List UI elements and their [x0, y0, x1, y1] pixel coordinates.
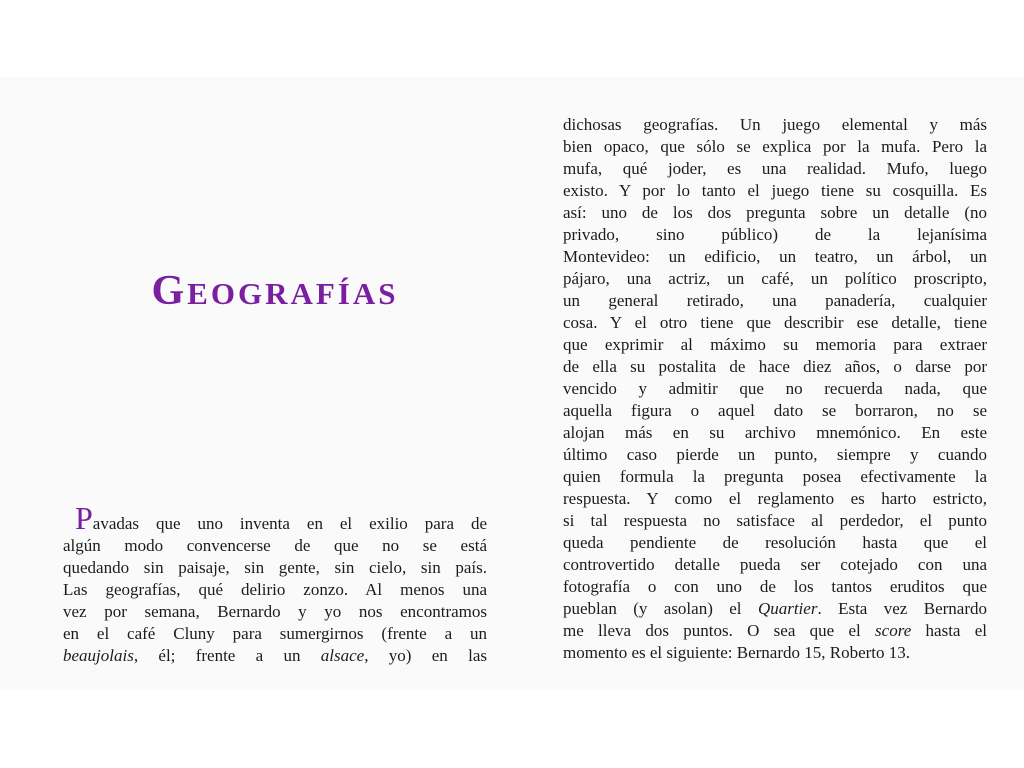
text-line: pueblan (y asolan) el Quartier. Esta vez Bernardo — [563, 599, 987, 618]
text-line: de ella su postalita de hace diez años, o darse por — [563, 357, 987, 376]
text-line: en el café Cluny para sumergirnos (frente a un — [63, 624, 487, 643]
text-line: respuesta. Y como el reglamento es harto estricto, — [563, 489, 987, 508]
text-line: alojan más en su archivo mnemónico. En este — [563, 423, 987, 442]
text-line: vez por semana, Bernardo y yo nos encontramos — [63, 602, 487, 621]
right-page-text — [563, 114, 987, 664]
text-line: Las geografías, qué delirio zonzo. Al menos una — [63, 580, 487, 599]
page-spread — [0, 77, 1024, 690]
text-line: así: uno de los dos pregunta sobre un detalle (no — [563, 203, 987, 222]
italic-text: beaujolais — [63, 646, 134, 665]
text-line: algún modo convencerse de que no se está — [63, 536, 487, 555]
text-line: existo. Y por lo tanto el juego tiene su cosquilla. Es — [563, 181, 987, 200]
text-line: último caso pierde un punto, siempre y cuando — [563, 445, 987, 464]
text-line: privado, sino público) de la lejanísima — [563, 225, 987, 244]
left-page-text — [63, 500, 487, 667]
chapter-title-rest: EOGRAFÍAS — [187, 276, 399, 311]
right-page[interactable] — [512, 77, 1024, 690]
italic-text: alsace — [320, 646, 365, 665]
text-line: quedando sin paisaje, sin gente, sin cielo, sin país. — [63, 558, 487, 577]
text-line: un general retirado, una panadería, cualquier — [563, 291, 987, 310]
text-line: beaujolais, él; frente a un alsace, yo) en las — [63, 646, 487, 665]
text-line: bien opaco, que sólo se explica por la mufa. Pero la — [563, 137, 987, 156]
text-line: mufa, qué joder, es una realidad. Mufo, luego — [563, 159, 987, 178]
text-line: fotografía o con uno de los tantos eruditos que — [563, 577, 987, 596]
text-line: Pavadas que uno inventa en el exilio para de — [75, 500, 487, 536]
text-line: cosa. Y el otro tiene que describir ese detalle, tiene — [563, 313, 987, 332]
text-line: aquella figura o aquel dato se borraron, no se — [563, 401, 987, 420]
text-line: dichosas geografías. Un juego elemental y más — [563, 115, 987, 134]
text-line: vencido y admitir que no recuerda nada, que — [563, 379, 987, 398]
text-line: controvertido detalle pueda ser cotejado con una — [563, 555, 987, 574]
text-line: que exprimir al máximo su memoria para extraer — [563, 335, 987, 354]
text-line: queda pendiente de resolución hasta que el — [563, 533, 987, 552]
italic-text: Quartier — [757, 599, 818, 618]
text-line: quien formula la pregunta posea efectivamente la — [563, 467, 987, 486]
text-line: Montevideo: un edificio, un teatro, un árbol, un — [563, 247, 987, 266]
chapter-title-initial: G — [151, 268, 188, 314]
left-page[interactable] — [0, 77, 512, 690]
text-line: me lleva dos puntos. O sea que el score hasta el — [563, 621, 988, 640]
text-line: pájaro, una actriz, un café, un político proscripto, — [563, 269, 987, 288]
italic-text: score — [875, 621, 912, 640]
drop-cap: P — [75, 500, 93, 536]
text-line: momento es el siguiente: Bernardo 15, Roberto 13. — [563, 643, 911, 662]
text-line: si tal respuesta no satisface al perdedor, el punto — [563, 511, 987, 530]
chapter-title — [63, 269, 487, 313]
